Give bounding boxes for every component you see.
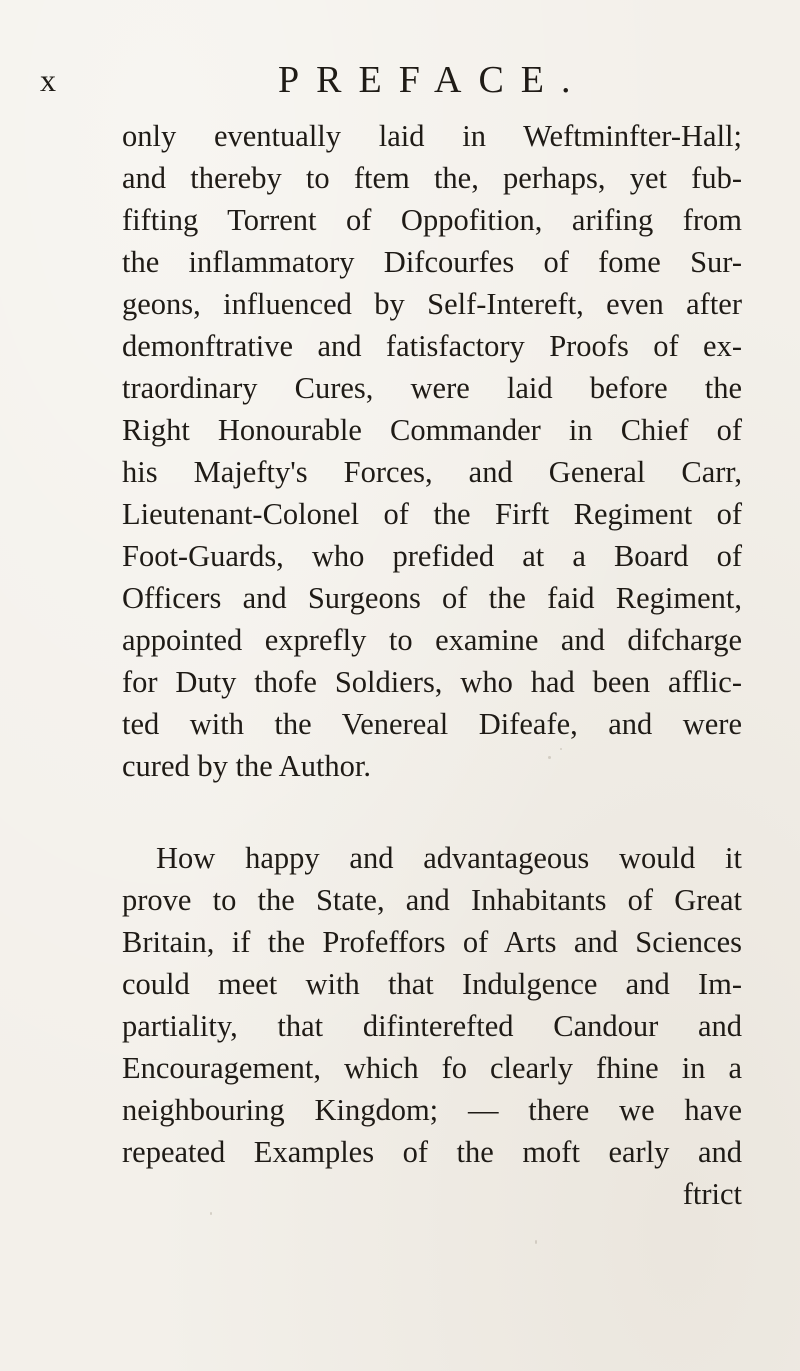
text-line: Officers and Surgeons of the faid Regiment, (122, 581, 742, 615)
paper-speck (535, 1240, 537, 1244)
text-line: How happy and advantageous would it (156, 841, 742, 875)
text-line: demonftrative and fatisfactory Proofs of ex- (122, 329, 742, 363)
page-header (0, 55, 800, 105)
text-line: Britain, if the Profeffors of Arts and Sciences (122, 925, 742, 959)
text-line: geons, influenced by Self-Intereft, even after (122, 287, 742, 321)
paper-speck (548, 756, 551, 759)
running-head: PREFACE. (278, 59, 588, 101)
text-line: and thereby to ftem the, perhaps, yet fub- (122, 161, 742, 195)
text-line: partiality, that difinterefted Candour and (122, 1009, 742, 1043)
text-line: repeated Examples of the moft early and (122, 1135, 742, 1169)
paper-speck (560, 748, 562, 750)
text-line: traordinary Cures, were laid before the (122, 371, 742, 405)
paper-speck (210, 1212, 212, 1215)
text-line: prove to the State, and Inhabitants of Great (122, 883, 742, 917)
text-line: appointed exprefly to examine and difcharge (122, 623, 742, 657)
text-line: Right Honourable Commander in Chief of (122, 413, 742, 447)
page-number: x (40, 62, 57, 98)
text-line: Foot-Guards, who prefided at a Board of (122, 539, 742, 573)
text-line: the inflammatory Difcourfes of fome Sur- (122, 245, 742, 279)
text-line: could meet with that Indulgence and Im- (122, 967, 742, 1001)
catchword: ftrict (682, 1177, 742, 1211)
text-line: his Majefty's Forces, and General Carr, (122, 455, 742, 489)
text-line: ted with the Venereal Difeafe, and were (122, 707, 742, 741)
text-line: Encouragement, which fo clearly fhine in a (122, 1051, 742, 1085)
text-line: only eventually laid in Weftminfter-Hall; (122, 119, 742, 153)
text-line: fifting Torrent of Oppofition, arifing from (122, 203, 742, 237)
text-line: Lieutenant-Colonel of the Firft Regiment of (122, 497, 742, 531)
text-line: neighbouring Kingdom; — there we have (122, 1093, 742, 1127)
text-line: cured by the Author. (122, 749, 372, 783)
text-line: for Duty thofe Soldiers, who had been afflic- (122, 665, 742, 699)
